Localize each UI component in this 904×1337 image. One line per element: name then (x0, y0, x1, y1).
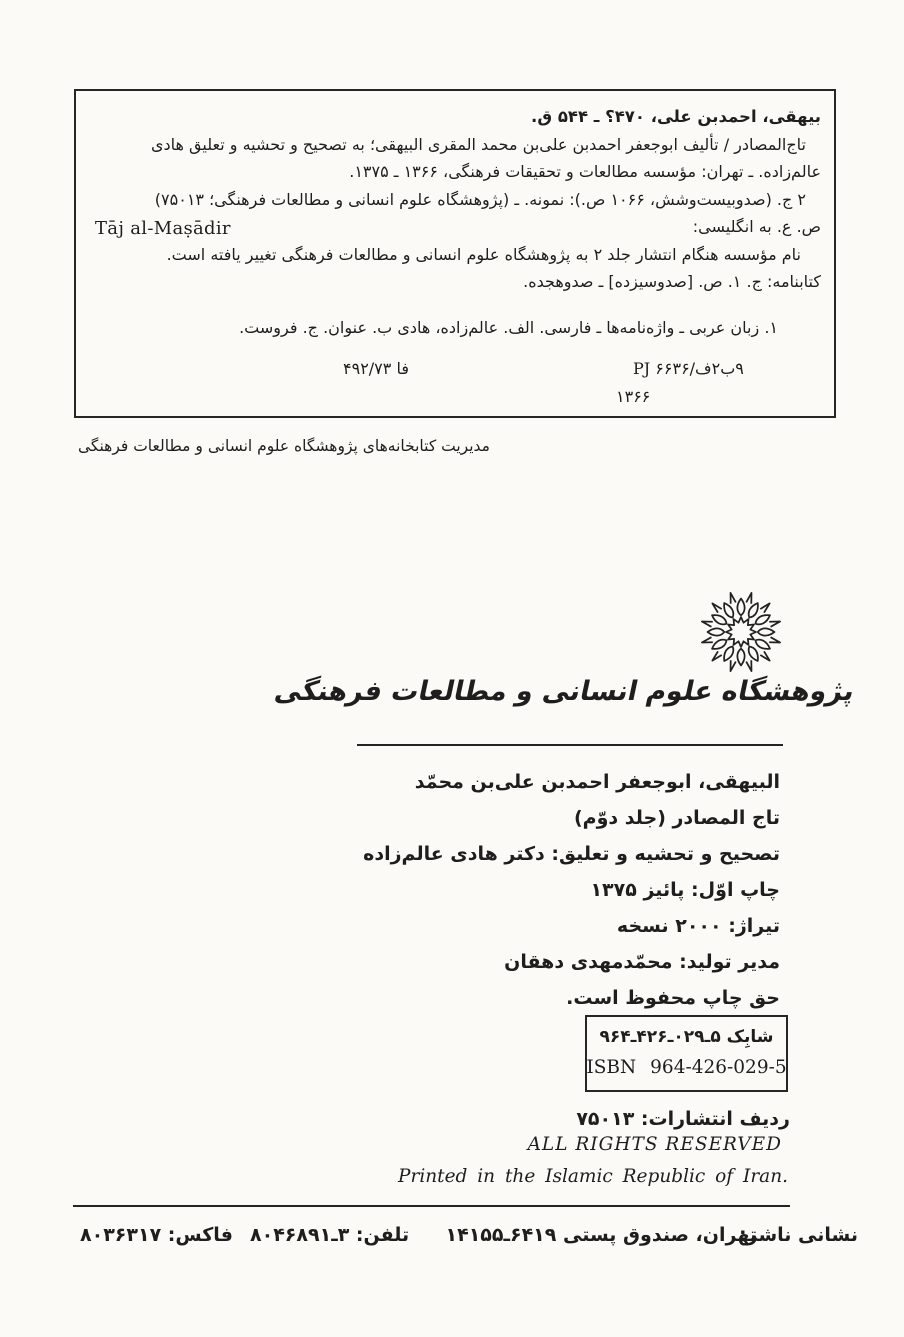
cip-imprint-line: عالم‌زاده. ـ تهران: مؤسسه مطالعات و تحقیقات فرهنگی، ۱۳۶۶ ـ ۱۳۷۵. (349, 162, 821, 181)
publication-block (363, 764, 780, 1016)
edition-line: چاپ اوّل: پائیز ۱۳۷۵ (590, 879, 780, 901)
cip-title-statement: تاج‌المصادر / تألیف ابوجعفر احمدبن علی‌بن محمد المقری البیهقی؛ به تصحیح و تحشیه و تعلیق هادی (150, 134, 806, 154)
title-line: تاج المصادر (جلد دوّم) (573, 807, 780, 829)
cip-parallel-title-line (89, 213, 821, 241)
institute-logo (697, 588, 785, 676)
cip-parallel-title-label: ص. ع. به انگلیسی: (692, 217, 821, 236)
cip-cataloging-box (74, 89, 836, 418)
cip-bibliography-note: کتابنامه: ج. ۱. ص. [صدوسیزده] ـ صدوهجده. (523, 272, 821, 291)
lc-cutter: ف۲ب۹ (695, 359, 744, 378)
cip-collation-line: ۲ ج. (صدوبیست‌وشش، ۱۰۶۶ ص.): نمونه. ـ (پژوهشگاه علوم انسانی و مطالعات فرهنگی؛ ۷۵۰۱۳) (154, 189, 806, 209)
editor-line: تصحیح و تحشیه و تعلیق: دکتر هادی عالم‌زاده (363, 843, 780, 865)
copyright-notice-fa: حق چاپ محفوظ است. (566, 987, 780, 1009)
cip-subject-tracing: ۱. زبان عربی ـ واژه‌نامه‌ها ـ فارسی. الف. عالم‌زاده، هادی ب. عنوان. ج. فروست. (239, 317, 778, 337)
isbn-box (585, 1015, 788, 1092)
institute-calligraphy: پژوهشگاه علوم انسانی و مطالعات فرهنگی (271, 676, 858, 707)
lc-call-year: ۱۳۶۶ (616, 386, 651, 406)
publisher-address: تهران، صندوق پستی ۶۴۱۹ـ۱۴۱۵۵ (445, 1224, 757, 1246)
rights-reserved-line: ALL RIGHTS RESERVED (527, 1134, 782, 1155)
cip-year-row (89, 383, 821, 411)
lc-call-number (633, 355, 744, 383)
lc-class-letters: PJ (633, 359, 651, 378)
series-number-line: ردیف انتشارات: ۷۵۰۱۳ (576, 1108, 790, 1130)
isbn-value: 964-426-029-5 (650, 1057, 787, 1078)
production-manager-line: مدیر تولید: محمّدمهدی دهقان (504, 951, 780, 973)
publisher-address-label: نشانی ناشر: (739, 1224, 858, 1246)
isbn-fa-line: شابِک ۵ـ۰۲۹ـ۴۲۶ـ۹۶۴ (599, 1027, 774, 1047)
rosette-icon (697, 588, 785, 676)
lc-slash: / (689, 359, 696, 378)
dewey-call-number: فا ۴۹۲/۷۳ (343, 359, 409, 378)
author-line: البیهقی، ابوجعفر احمدبن علی‌بن محمّد (414, 771, 780, 793)
library-management-note: مدیریت کتابخانه‌های پژوهشگاه علوم انسانی و مطالعات فرهنگی (78, 437, 490, 455)
isbn-en-line (587, 1052, 786, 1084)
latin-transliterated-title: Tāj al-Maṣādir (95, 218, 231, 239)
lc-class-number: ۶۶۳۶ (655, 359, 690, 378)
divider-rule-top (357, 744, 783, 746)
divider-rule-bottom (73, 1205, 790, 1207)
cip-publisher-note: نام مؤسسه هنگام انتشار جلد ۲ به پژوهشگاه علوم انسانی و مطالعات فرهنگی تغییر یافته است. (166, 244, 801, 264)
isbn-label: ISBN (586, 1057, 637, 1078)
cip-author-heading: بیهقی، احمدبن علی، ۴۷۰؟ ـ ۵۴۴ ق. (531, 107, 821, 126)
printed-in-line: Printed in the Islamic Republic of Iran. (398, 1166, 788, 1187)
print-run-line: تیراژ: ۲۰۰۰ نسخه (616, 915, 780, 937)
publisher-fax: فاکس: ۸۰۳۶۳۱۷ (80, 1224, 233, 1246)
cip-call-number-row (89, 355, 821, 383)
publisher-phone: تلفن: ۳ـ۸۰۴۶۸۹۱ (250, 1224, 410, 1246)
